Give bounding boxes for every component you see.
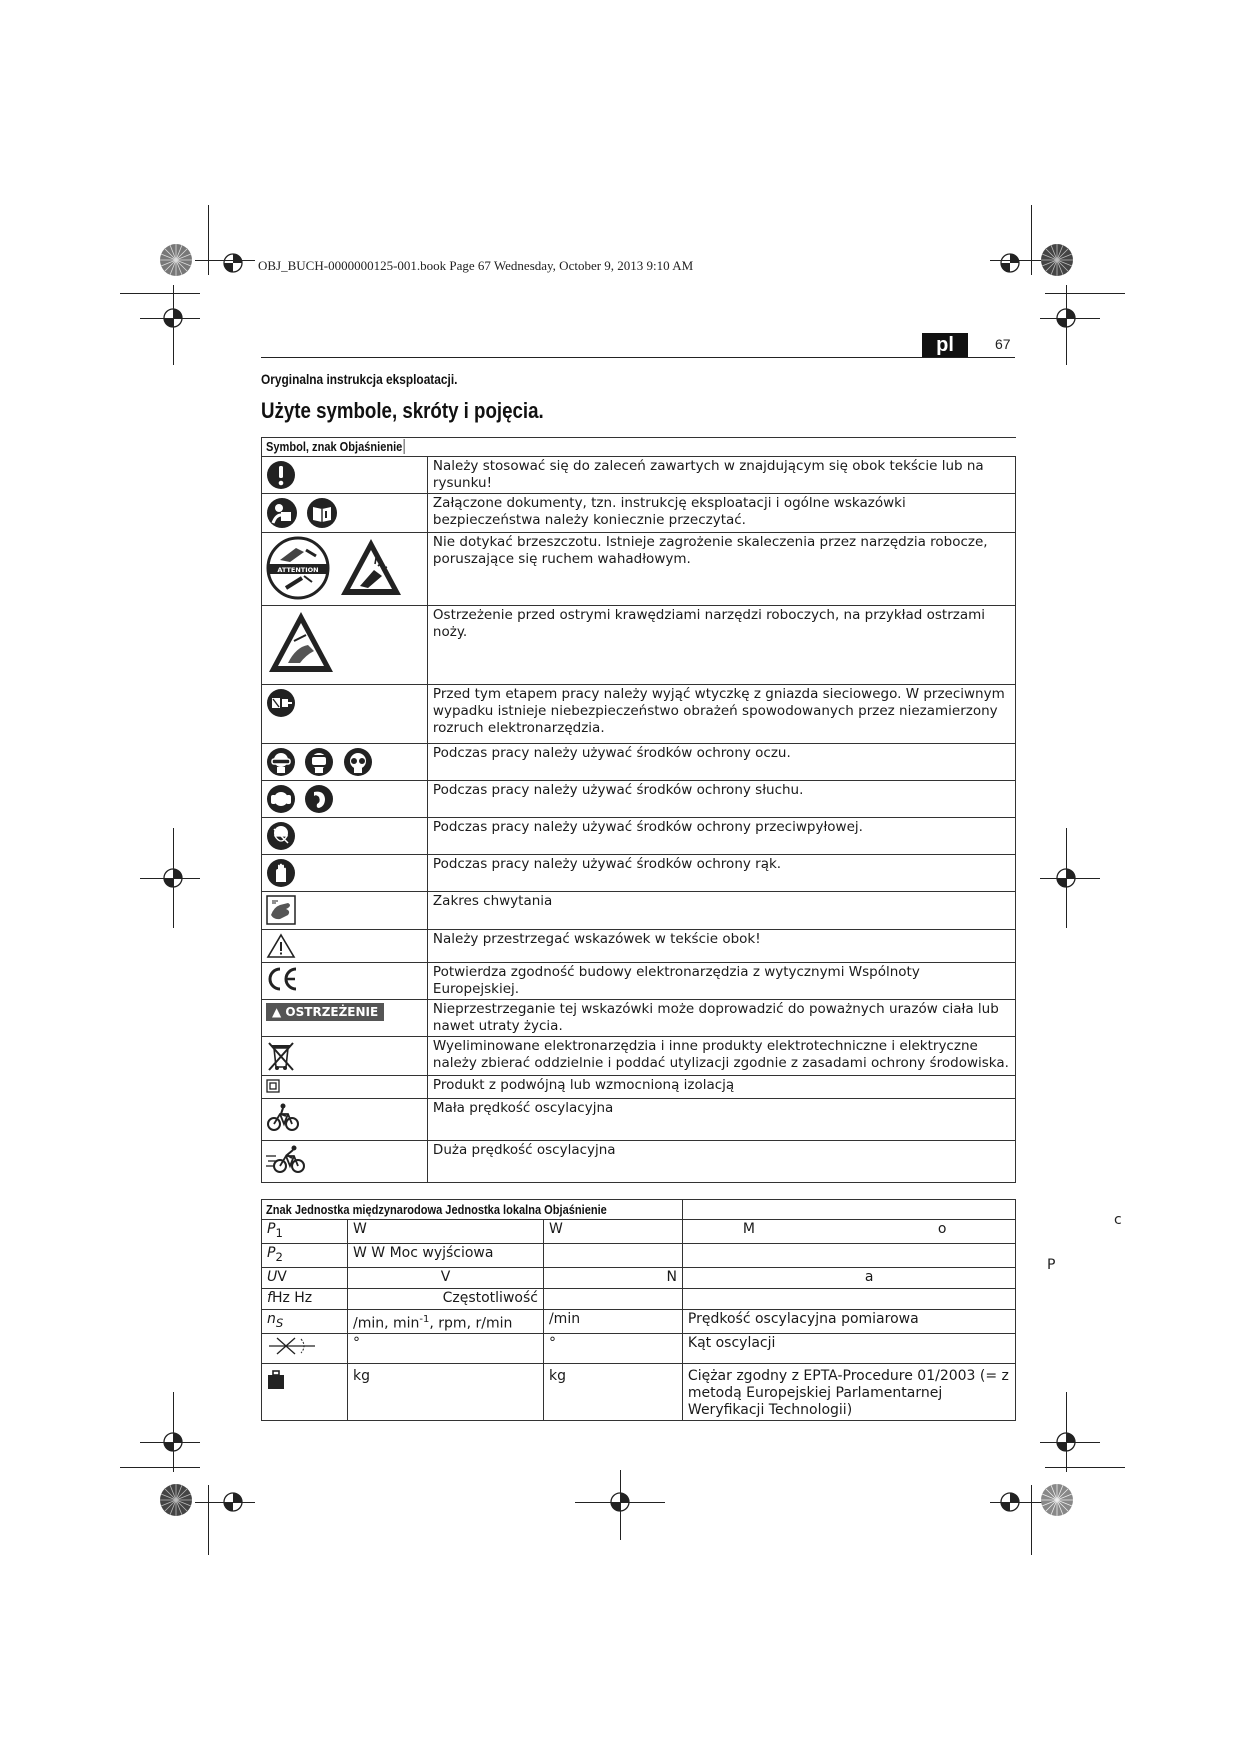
header-rule xyxy=(261,357,1015,358)
unit-local: /min xyxy=(543,1309,682,1334)
symbol-cell xyxy=(262,744,428,781)
registration-target-icon xyxy=(219,249,247,277)
unit-symbol: $P_2$ xyxy=(262,1243,348,1267)
unit-local: N xyxy=(543,1267,682,1288)
symbol-cell xyxy=(262,457,428,494)
stray-letter-c: c xyxy=(1114,1212,1122,1228)
symbol-description: Należy przestrzegać wskazówek w tekście obok! xyxy=(427,930,1015,963)
symbol-description: Podczas pracy należy używać środków ochrony przeciwpyłowej. xyxy=(427,818,1015,855)
symbols-table xyxy=(261,437,1016,1183)
symbol-description: Podczas pracy należy używać środków ochrony oczu. xyxy=(427,744,1015,781)
double-insulation-icon xyxy=(266,1079,280,1093)
symbol-cell xyxy=(262,892,428,930)
symbol-cell xyxy=(262,494,428,533)
symbol-cell xyxy=(262,606,428,685)
unit-international: Częstotliwość xyxy=(347,1288,543,1309)
fast-bike-icon xyxy=(266,1144,308,1174)
unit-local xyxy=(543,1288,682,1309)
page-title: Użyte symbole, skróty i pojęcia. xyxy=(261,398,544,423)
unit-explanation xyxy=(682,1243,1015,1267)
warning-triangle-icon xyxy=(266,933,296,959)
blade-hazard-triangle-icon xyxy=(338,536,404,598)
registration-target-icon xyxy=(996,249,1024,277)
symbol-description: Podczas pracy należy używać środków ochrony rąk. xyxy=(427,855,1015,892)
symbol-cell xyxy=(262,781,428,818)
registration-target-icon xyxy=(606,1488,634,1516)
unit-local xyxy=(543,1243,682,1267)
unit-explanation: a xyxy=(682,1267,1015,1288)
symbol-description: Nieprzestrzeganie tej wskazówki może doprowadzić do poważnych urazów ciała lub nawet utraty życia. xyxy=(427,1000,1015,1037)
symbol-description: Załączone dokumenty, tzn. instrukcję eksploatacji i ogólne wskazówki bezpieczeństwa należy koniecznie przeczytać. xyxy=(427,494,1015,533)
symbol-cell xyxy=(262,1076,428,1099)
unit-international: kg xyxy=(347,1364,543,1421)
safety-goggles-icon xyxy=(343,747,373,777)
symbol-description: Duża prędkość oscylacyjna xyxy=(427,1141,1015,1183)
symbol-cell xyxy=(262,1037,428,1076)
symbol-cell xyxy=(262,1141,428,1183)
symbol-cell xyxy=(262,685,428,744)
registration-target-icon xyxy=(1052,864,1080,892)
ce-mark-icon xyxy=(266,966,300,992)
symbol-cell xyxy=(262,963,428,1000)
color-rosette-icon xyxy=(159,1483,193,1517)
symbol-description: Potwierdza zgodność budowy elektronarzędzia z wytycznymi Wspólnoty Europejskiej. xyxy=(427,963,1015,1000)
weight-icon xyxy=(267,1370,285,1390)
svg-text:ATTENTION: ATTENTION xyxy=(277,566,319,574)
registration-target-icon xyxy=(159,304,187,332)
oscillation-angle-icon xyxy=(267,1335,317,1357)
language-tab: pl xyxy=(922,333,968,357)
registration-target-icon xyxy=(219,1488,247,1516)
warning-badge-triangle-icon: ▲ xyxy=(272,1005,282,1019)
unit-international: V xyxy=(347,1267,543,1288)
color-rosette-icon xyxy=(1040,243,1074,277)
unit-symbol xyxy=(262,1364,348,1421)
units-table-header: Znak Jednostka międzynarodowa Jednostka lokalna Objaśnienie xyxy=(262,1200,683,1220)
unplug-icon xyxy=(266,688,296,718)
registration-target-icon xyxy=(996,1488,1024,1516)
warning-badge-icon: ▲ OSTRZEŻENIE xyxy=(266,1003,384,1021)
symbol-cell xyxy=(262,1099,428,1141)
symbols-table-header: Symbol, znak Objaśnienie xyxy=(262,438,1016,457)
subtitle: Oryginalna instrukcja eksploatacji. xyxy=(261,371,458,387)
unit-local: kg xyxy=(543,1364,682,1421)
unit-local: ° xyxy=(543,1334,682,1364)
unit-explanation: Ciężar zgodny z EPTA-Procedure 01/2003 (= z metodą Europejskiej Parlamentarnej Weryfikacji Technologii) xyxy=(682,1364,1015,1421)
unit-explanation: Prędkość oscylacyjna pomiarowa xyxy=(682,1309,1015,1334)
unit-explanation: Kąt oscylacji xyxy=(682,1334,1015,1364)
unit-international: W W Moc wyjściowa xyxy=(347,1243,543,1267)
symbol-description: Zakres chwytania xyxy=(427,892,1015,930)
page-number: 67 xyxy=(995,336,1011,352)
registration-target-icon xyxy=(159,1428,187,1456)
symbol-description: Nie dotykać brzeszczotu. Istnieje zagrożenie skaleczenia przez narzędzia robocze, poruszające się ruchem wahadłowym. xyxy=(427,533,1015,606)
registration-target-icon xyxy=(1052,1428,1080,1456)
unit-explanation xyxy=(682,1288,1015,1309)
symbol-cell xyxy=(262,533,428,606)
registration-target-icon xyxy=(159,864,187,892)
read-manual-icon xyxy=(266,497,298,529)
color-rosette-icon xyxy=(159,243,193,277)
attention-oscillating-blade-icon xyxy=(266,536,330,600)
gloves-icon xyxy=(266,858,296,888)
symbol-description: Wyeliminowane elektronarzędzia i inne produkty elektrotechniczne i elektryczne należy zbierać oddzielnie i poddać utylizacji zgodnie z zasadami ochrony środowiska. xyxy=(427,1037,1015,1076)
symbol-description: Ostrzeżenie przed ostrymi krawędziami narzędzi roboczych, na przykład ostrzami noży. xyxy=(427,606,1015,685)
units-table-header-empty xyxy=(682,1200,1015,1220)
unit-international: W xyxy=(347,1220,543,1244)
slow-bike-icon xyxy=(266,1102,300,1132)
symbol-description: Należy stosować się do zaleceń zawartych w znajdującym się obok tekście lub na rysunku! xyxy=(427,457,1015,494)
unit-international: ° xyxy=(347,1334,543,1364)
symbol-cell xyxy=(262,818,428,855)
grip-area-icon xyxy=(266,895,296,925)
units-table xyxy=(261,1199,1016,1421)
book-info-icon xyxy=(306,497,338,529)
unit-symbol xyxy=(262,1334,348,1364)
unit-symbol: $n_S$ xyxy=(262,1309,348,1334)
symbol-cell xyxy=(262,1000,428,1037)
exclamation-icon xyxy=(266,460,296,490)
unit-symbol: $P_1$ xyxy=(262,1220,348,1244)
symbol-cell xyxy=(262,855,428,892)
eye-protection-icon xyxy=(266,747,296,777)
symbol-description: Mała prędkość oscylacyjna xyxy=(427,1099,1015,1141)
color-rosette-icon xyxy=(1040,1483,1074,1517)
unit-explanation: M o xyxy=(682,1220,1015,1244)
unit-local: W xyxy=(543,1220,682,1244)
book-header: OBJ_BUCH-0000000125-001.book Page 67 Wednesday, October 9, 2013 9:10 AM xyxy=(258,258,694,273)
face-shield-icon xyxy=(304,747,334,777)
ear-protection-icon xyxy=(304,784,334,814)
unit-international: /min, $\min^{-1}$, rpm, r/min xyxy=(347,1309,543,1334)
unit-symbol: UV xyxy=(262,1267,348,1288)
unit-symbol: fHz Hz xyxy=(262,1288,348,1309)
symbol-description: Podczas pracy należy używać środków ochrony słuchu. xyxy=(427,781,1015,818)
weee-bin-icon xyxy=(266,1040,296,1072)
stray-letter-p: P xyxy=(1047,1257,1056,1273)
ear-muffs-icon xyxy=(266,784,296,814)
symbol-cell xyxy=(262,930,428,963)
sharp-edges-warning-icon xyxy=(266,609,336,675)
symbol-description: Produkt z podwójną lub wzmocnioną izolacją xyxy=(427,1076,1015,1099)
registration-target-icon xyxy=(1052,304,1080,332)
symbol-description: Przed tym etapem pracy należy wyjąć wtyczkę z gniazda sieciowego. W przeciwnym wypadku istnieje niebezpieczeństwo obrażeń spowodowanych przez niezamierzony rozruch elektronarzędzia. xyxy=(427,685,1015,744)
dust-mask-icon xyxy=(266,821,296,851)
